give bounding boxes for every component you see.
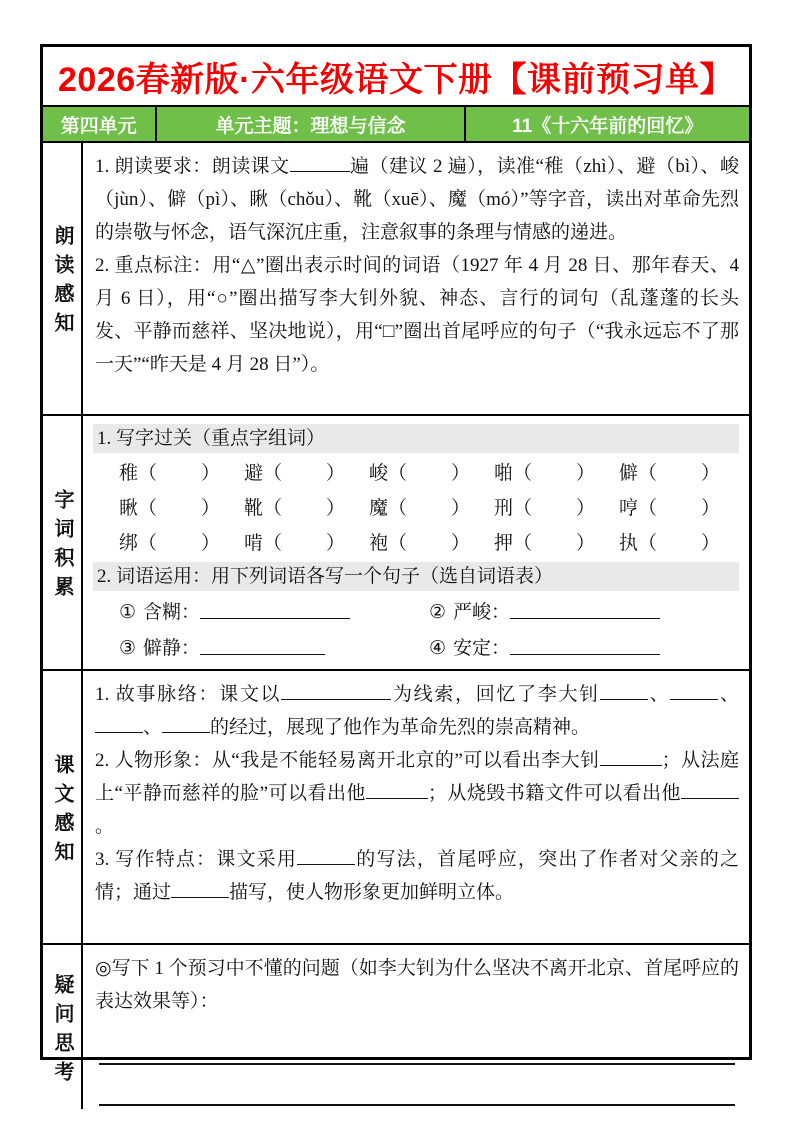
section-comprehension-content (83, 671, 749, 943)
paren-close: ） (701, 463, 721, 484)
text-run: 、 (718, 684, 739, 705)
sentence-blank[interactable] (510, 641, 660, 655)
paren-close: ） (326, 498, 346, 519)
writing-task-heading: 1. 写字过关（重点字组词） (93, 424, 739, 453)
section-comprehension-label-cell (43, 671, 83, 943)
paren-open: （ (263, 533, 283, 554)
section-questions (43, 945, 749, 1109)
text-run: ；从法庭上“平静而慈祥的脸”可以看出他 (95, 750, 739, 804)
char-cell (369, 492, 494, 525)
target-char: 绑 (119, 533, 139, 554)
paren-close: ） (701, 498, 721, 519)
target-char: 啃 (244, 533, 264, 554)
text-run: 描写，使人物形象更加鲜明立体。 (229, 882, 515, 903)
usage-task-heading: 2. 词语运用：用下列词语各写一个句子（选自词语表） (93, 562, 739, 591)
target-char: 僻 (619, 463, 639, 484)
paren-open: （ (138, 498, 158, 519)
text-run: 2. 人物形象：从“我是不能轻易离开北京的”可以看出李大钊 (95, 750, 600, 771)
unit-theme: 单元主题：理想与信念 (157, 107, 467, 141)
paren-close: ） (201, 463, 221, 484)
paren-close: ） (576, 533, 596, 554)
char-cell (119, 492, 244, 525)
section-reading-content (83, 143, 749, 414)
fill-blank[interactable] (95, 719, 143, 733)
paren-close: ） (451, 498, 471, 519)
fill-blank[interactable] (681, 785, 739, 799)
paren-open: （ (638, 498, 658, 519)
text-run: 为线索，回忆了李大钊 (391, 684, 600, 705)
char-grid (95, 456, 739, 561)
char-cell (619, 492, 744, 525)
char-cell (244, 457, 369, 490)
sentence-word: 安定： (453, 637, 511, 659)
char-cell (494, 527, 619, 560)
section-questions-content (83, 945, 749, 1109)
sentence-blank[interactable] (200, 641, 325, 655)
paren-open: （ (263, 463, 283, 484)
sentence-word: 僻静： (143, 637, 201, 659)
text-run: 3. 写作特点：课文采用 (95, 849, 298, 870)
target-char: 袍 (369, 533, 389, 554)
fill-blank[interactable] (297, 851, 355, 865)
paren-open: （ (513, 463, 533, 484)
text-run: 、 (647, 684, 671, 705)
section-questions-label-cell (43, 945, 83, 1109)
section-words (43, 416, 749, 671)
paren-close: ） (201, 533, 221, 554)
fill-blank[interactable] (366, 785, 428, 799)
target-char: 哼 (619, 498, 639, 519)
paren-open: （ (513, 533, 533, 554)
paren-open: （ (138, 533, 158, 554)
paren-open: （ (388, 463, 408, 484)
target-char: 魔 (369, 498, 389, 519)
paren-open: （ (263, 498, 283, 519)
fill-blank[interactable] (162, 719, 210, 733)
sentence-word: 严峻： (453, 601, 511, 623)
section-reading-label-cell (43, 143, 83, 414)
fill-blank[interactable] (600, 752, 662, 766)
sentence-item (429, 594, 739, 630)
section-comprehension-label: 课文感知 (51, 753, 73, 870)
worksheet (40, 44, 752, 1090)
char-grid-row (95, 526, 739, 561)
text-run: ；从烧毁书籍文件可以看出他 (427, 783, 681, 804)
text-run: 的写法，首尾呼应，突出了作者对父亲的之情；通过 (95, 849, 739, 903)
fill-blank[interactable] (171, 884, 229, 898)
paren-close: ） (201, 498, 221, 519)
text-run: 1. 故事脉络：课文以 (95, 684, 282, 705)
fill-blank[interactable] (670, 686, 718, 700)
section-reading (43, 143, 749, 416)
story-thread-para (95, 678, 739, 744)
sentence-blank[interactable] (200, 605, 350, 619)
target-char: 刑 (494, 498, 514, 519)
section-words-content (83, 416, 749, 669)
target-char: 靴 (244, 498, 264, 519)
section-questions-label: 疑问思考 (51, 973, 73, 1090)
char-cell (619, 457, 744, 490)
title-row (43, 47, 749, 107)
char-cell (119, 527, 244, 560)
char-cell (244, 527, 369, 560)
char-cell (244, 492, 369, 525)
fill-blank[interactable] (600, 686, 648, 700)
section-words-label-cell (43, 416, 83, 669)
sentence-item (119, 594, 429, 630)
paren-open: （ (388, 533, 408, 554)
target-char: 押 (494, 533, 514, 554)
paren-close: ） (451, 463, 471, 484)
char-grid-row (95, 456, 739, 491)
char-cell (369, 457, 494, 490)
char-grid-row (95, 491, 739, 526)
character-image-para (95, 744, 739, 843)
paren-open: （ (513, 498, 533, 519)
circled-number: ④ (429, 637, 447, 659)
char-cell (494, 492, 619, 525)
char-cell (619, 527, 744, 560)
paren-close: ） (701, 533, 721, 554)
text-run: 遍（建议 2 遍），读准“稚（zhì）、避（bì）、峻（jùn）、僻（pì）、瞅（chǒu）、靴（xuē）、魔（mó）”等字音，读出对革命先烈的崇敬与怀念，语气深沉庄重，注意叙事的条理与情感的递进。 (95, 156, 739, 243)
text-run: 1. 朗读要求：朗读课文 (95, 156, 290, 177)
annotation-instructions-para: 2. 重点标注：用“△”圈出表示时间的词语（1927 年 4 月 28 日、那年春天、4 月 6 日），用“○”圈出描写李大钊外貌、神态、言行的词句（乱蓬蓬的长头发、平静而慈祥、坚决地说），用“□”圈出首尾呼应的句子（“我永远忘不了那一天”“昨天是 4 月 28 日”）。 (95, 255, 739, 375)
paren-open: （ (138, 463, 158, 484)
target-char: 稚 (119, 463, 139, 484)
section-words-label: 字词积累 (51, 489, 73, 605)
char-cell (494, 457, 619, 490)
char-cell (369, 527, 494, 560)
paren-close: ） (576, 463, 596, 484)
unit-number: 第四单元 (43, 107, 157, 141)
circled-number: ② (429, 601, 447, 623)
writing-features-para (95, 843, 739, 909)
sentence-blank[interactable] (510, 605, 660, 619)
target-char: 执 (619, 533, 639, 554)
answer-line[interactable] (99, 1024, 735, 1065)
paren-close: ） (451, 533, 471, 554)
unit-bar (43, 107, 749, 143)
target-char: 避 (244, 463, 264, 484)
answer-line[interactable] (99, 1065, 735, 1106)
reading-requirement-para (95, 150, 739, 249)
text-run: 、 (143, 717, 163, 738)
paren-close: ） (326, 463, 346, 484)
text-run: 。 (95, 816, 115, 837)
page-title: 2026春新版·六年级语文下册【课前预习单】 (58, 60, 734, 99)
sentence-item (429, 630, 739, 666)
sentence-word: 含糊： (143, 601, 201, 623)
paren-open: （ (638, 533, 658, 554)
lesson-title: 11《十六年前的回忆》 (512, 115, 704, 137)
sentence-list (95, 594, 739, 666)
fill-blank[interactable] (281, 686, 391, 700)
section-comprehension (43, 671, 749, 945)
target-char: 峻 (369, 463, 389, 484)
paren-open: （ (638, 463, 658, 484)
sentence-item (119, 630, 429, 666)
target-char: 瞅 (119, 498, 139, 519)
text-run: 的经过，展现了他作为革命先烈的崇高精神。 (210, 717, 591, 738)
target-char: 啪 (494, 463, 514, 484)
char-cell (119, 457, 244, 490)
question-prompt-para: ◎写下 1 个预习中不懂的问题（如李大钊为什么坚决不离开北京、首尾呼应的表达效果等）： (95, 958, 739, 1012)
circled-number: ① (119, 601, 137, 623)
paren-close: ） (576, 498, 596, 519)
section-reading-label: 朗读感知 (51, 225, 73, 341)
answer-area (95, 1024, 739, 1106)
paren-open: （ (388, 498, 408, 519)
circled-number: ③ (119, 637, 137, 659)
paren-close: ） (326, 533, 346, 554)
fill-blank[interactable] (290, 158, 350, 172)
